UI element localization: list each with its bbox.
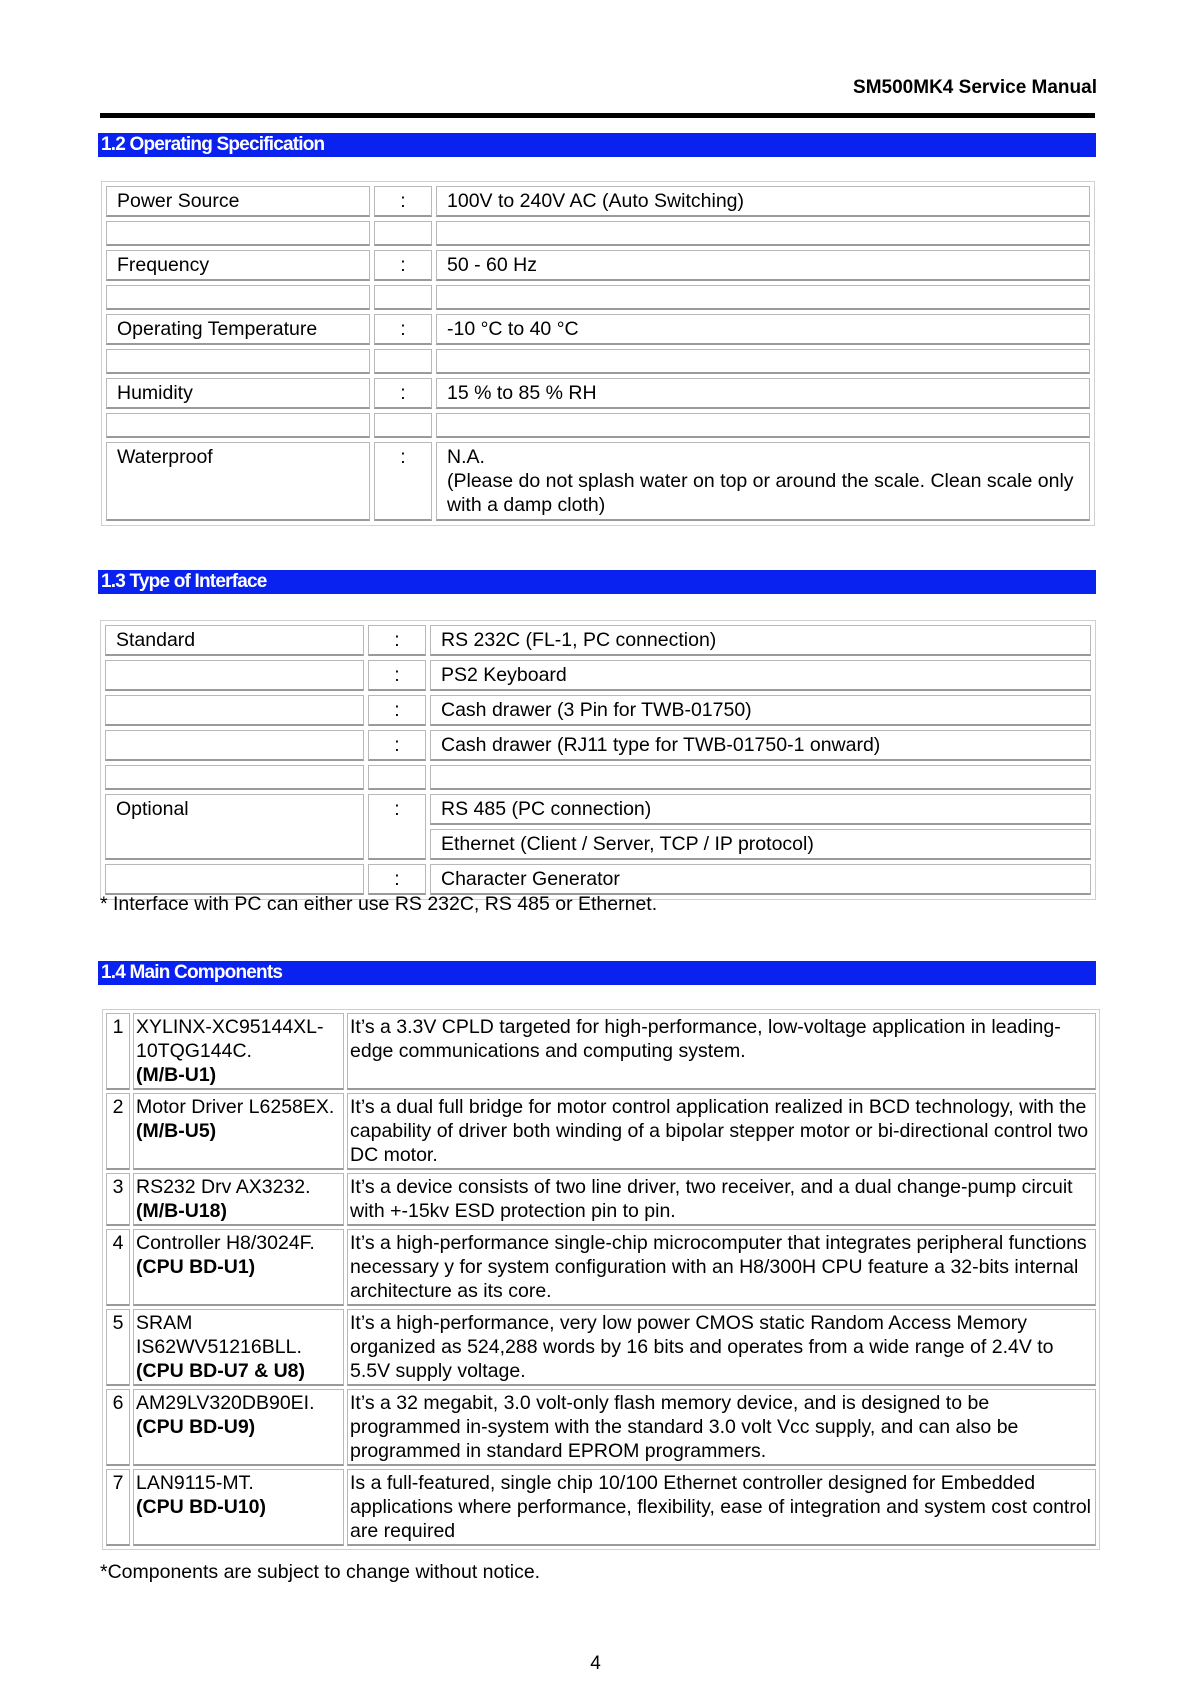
component-description: It’s a high-performance, very low power CMOS static Random Access Memory organized as 524,288 words by 16 bits and operates from a wide range of 2.4V to 5.5V supply voltage. bbox=[347, 1309, 1096, 1386]
interface-label: Standard bbox=[105, 625, 364, 656]
spec-value: -10 °C to 40 °C bbox=[436, 314, 1090, 345]
interface-row bbox=[105, 695, 1091, 726]
component-description: Is a full-featured, single chip 10/100 Ethernet controller designed for Embedded applications where performance, flexibility, ease of integration and system cost control are required bbox=[347, 1469, 1096, 1546]
component-number: 6 bbox=[106, 1389, 130, 1466]
component-location: (CPU BD-U10) bbox=[136, 1496, 267, 1518]
spec-label: Humidity bbox=[106, 378, 370, 409]
spec-colon: : bbox=[374, 442, 432, 521]
spec-colon: : bbox=[374, 186, 432, 217]
interface-item: Character Generator bbox=[430, 864, 1091, 895]
spec-label: Frequency bbox=[106, 250, 370, 281]
component-row bbox=[106, 1173, 1096, 1226]
section-heading-interface: 1.3 Type of Interface bbox=[98, 570, 1096, 594]
interface-colon: : bbox=[368, 864, 426, 895]
spec-value-note: (Please do not splash water on top or around the scale. Clean scale only with a damp cloth) bbox=[447, 470, 1074, 516]
spec-row bbox=[106, 378, 1090, 409]
interface-row bbox=[105, 625, 1091, 656]
component-location: (CPU BD-U9) bbox=[136, 1416, 256, 1438]
spec-label: Waterproof bbox=[106, 442, 370, 521]
component-number: 2 bbox=[106, 1093, 130, 1170]
component-part-name: Motor Driver L6258EX. bbox=[136, 1096, 335, 1118]
component-row bbox=[106, 1469, 1096, 1546]
component-location: (CPU BD-U7 & U8) bbox=[136, 1360, 306, 1382]
component-part bbox=[133, 1093, 344, 1170]
interface-colon: : bbox=[368, 730, 426, 761]
interface-note: * Interface with PC can either use RS 232C, RS 485 or Ethernet. bbox=[100, 893, 658, 915]
component-part-name: Controller H8/3024F. bbox=[136, 1232, 315, 1254]
component-part-name: AM29LV320DB90EI. bbox=[136, 1392, 315, 1414]
interface-row bbox=[105, 730, 1091, 761]
component-part bbox=[133, 1013, 344, 1090]
component-location: (M/B-U18) bbox=[136, 1200, 227, 1222]
component-number: 4 bbox=[106, 1229, 130, 1306]
interface-item: RS 232C (FL-1, PC connection) bbox=[430, 625, 1091, 656]
spec-label: Operating Temperature bbox=[106, 314, 370, 345]
component-part bbox=[133, 1309, 344, 1386]
component-description: It’s a 32 megabit, 3.0 volt-only flash memory device, and is designed to be programmed in-system with the standard 3.0 volt Vcc supply, and can also be programmed in standard EPROM programmers. bbox=[347, 1389, 1096, 1466]
spec-value: 100V to 240V AC (Auto Switching) bbox=[436, 186, 1090, 217]
spec-row bbox=[106, 314, 1090, 345]
interface-item: RS 485 (PC connection) bbox=[430, 794, 1091, 825]
document-header-title: SM500MK4 Service Manual bbox=[853, 77, 1097, 98]
component-description: It’s a device consists of two line driver, two receiver, and a dual change-pump circuit with +-15kv ESD protection pin to pin. bbox=[347, 1173, 1096, 1226]
interface-colon: : bbox=[368, 625, 426, 656]
components-note: *Components are subject to change without notice. bbox=[100, 1561, 541, 1583]
interface-item: Cash drawer (3 Pin for TWB-01750) bbox=[430, 695, 1091, 726]
operating-spec-table bbox=[101, 181, 1095, 526]
component-number: 3 bbox=[106, 1173, 130, 1226]
section-heading-operating: 1.2 Operating Specification bbox=[98, 133, 1096, 157]
interface-table bbox=[100, 620, 1096, 900]
component-part bbox=[133, 1229, 344, 1306]
component-part bbox=[133, 1469, 344, 1546]
spec-row bbox=[106, 250, 1090, 281]
spec-colon: : bbox=[374, 314, 432, 345]
component-part-name: XYLINX-XC95144XL-10TQG144C. bbox=[136, 1016, 324, 1062]
component-row bbox=[106, 1389, 1096, 1466]
component-description: It’s a 3.3V CPLD targeted for high-performance, low-voltage application in leading-edge communications and computing system. bbox=[347, 1013, 1096, 1090]
component-row bbox=[106, 1093, 1096, 1170]
interface-item: Cash drawer (RJ11 type for TWB-01750-1 onward) bbox=[430, 730, 1091, 761]
interface-row bbox=[105, 660, 1091, 691]
component-part bbox=[133, 1173, 344, 1226]
spec-label: Power Source bbox=[106, 186, 370, 217]
component-part bbox=[133, 1389, 344, 1466]
spec-row bbox=[106, 442, 1090, 521]
component-part-name: LAN9115-MT. bbox=[136, 1472, 254, 1494]
interface-item: Ethernet (Client / Server, TCP / IP protocol) bbox=[430, 829, 1091, 860]
component-row bbox=[106, 1229, 1096, 1306]
spec-colon: : bbox=[374, 250, 432, 281]
component-location: (CPU BD-U1) bbox=[136, 1256, 256, 1278]
interface-label: Optional bbox=[105, 794, 364, 860]
header-divider bbox=[100, 113, 1095, 118]
interface-row bbox=[105, 864, 1091, 895]
component-number: 1 bbox=[106, 1013, 130, 1090]
component-number: 7 bbox=[106, 1469, 130, 1546]
interface-colon: : bbox=[368, 794, 426, 860]
interface-item: PS2 Keyboard bbox=[430, 660, 1091, 691]
component-part-name: SRAM IS62WV51216BLL. bbox=[136, 1312, 302, 1358]
component-description: It’s a high-performance single-chip microcomputer that integrates peripheral functions necessary y for system configuration with an H8/300H CPU feature a 32-bits internal architecture as its core. bbox=[347, 1229, 1096, 1306]
spec-row bbox=[106, 186, 1090, 217]
interface-colon: : bbox=[368, 660, 426, 691]
spec-value: 50 - 60 Hz bbox=[436, 250, 1090, 281]
component-location: (M/B-U5) bbox=[136, 1120, 217, 1142]
spec-value-line: N.A. bbox=[447, 446, 485, 468]
spec-colon: : bbox=[374, 378, 432, 409]
interface-row bbox=[105, 794, 1091, 825]
page-number: 4 bbox=[590, 1653, 601, 1674]
component-part-name: RS232 Drv AX3232. bbox=[136, 1176, 311, 1198]
section-heading-components: 1.4 Main Components bbox=[98, 961, 1096, 985]
component-location: (M/B-U1) bbox=[136, 1064, 217, 1086]
components-table bbox=[102, 1009, 1100, 1550]
component-number: 5 bbox=[106, 1309, 130, 1386]
component-description: It’s a dual full bridge for motor control application realized in BCD technology, with the capability of driver both winding of a bipolar stepper motor or bi-directional control two DC motor. bbox=[347, 1093, 1096, 1170]
component-row bbox=[106, 1309, 1096, 1386]
interface-colon: : bbox=[368, 695, 426, 726]
spec-value bbox=[436, 442, 1090, 521]
spec-value: 15 % to 85 % RH bbox=[436, 378, 1090, 409]
component-row bbox=[106, 1013, 1096, 1090]
